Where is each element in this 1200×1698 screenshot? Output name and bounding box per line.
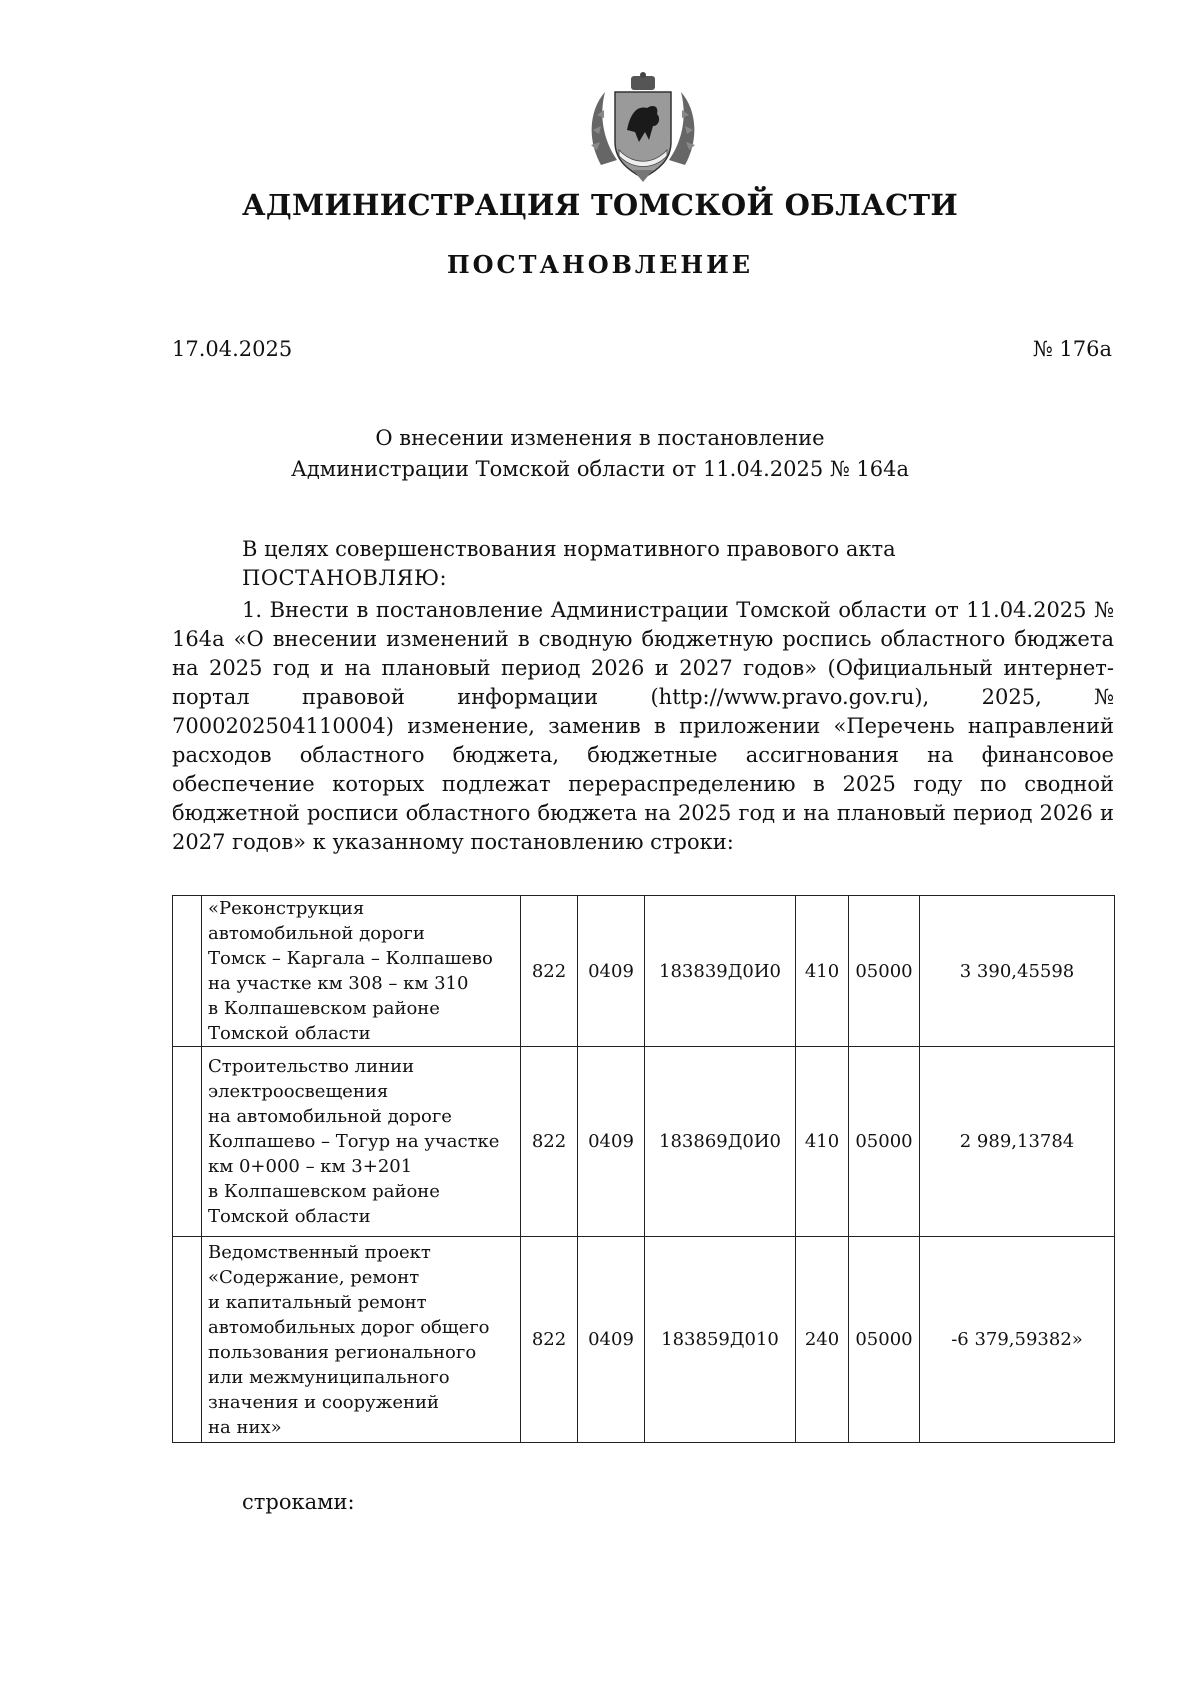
row-name-line: Томской области xyxy=(208,1023,371,1044)
row-name-line: Томской области xyxy=(208,1206,371,1227)
additional-code: 05000 xyxy=(849,896,920,1047)
closing-word: строками: xyxy=(242,1490,355,1514)
budget-rows-table xyxy=(172,895,1115,1443)
target-code: 183859Д010 xyxy=(645,1237,796,1443)
paragraph-1: 1. Внести в постановление Администрации Томской области от 11.04.2025 № 164а «О внесении изменений в сводную бюджетную роспись областного бюджета на 2025 год и на плановый период 2026 и 2027 годов» (Официальный интернет-портал правовой информации (http://www.pravo.gov.ru), 2025, № 7000202504110004) изменение, заменив в приложении «Перечень направлений расходов областного бюджета, бюджетные ассигнования на финансовое обеспечение которых подлежат перераспределению в 2025 году по сводной бюджетной росписи областного бюджета на 2025 год и на плановый период 2026 и 2027 годов» к указанному постановлению строки: xyxy=(172,598,1114,854)
row-name-line: в Колпашевском районе xyxy=(208,1181,440,1202)
row-name-line: в Колпашевском районе xyxy=(208,998,440,1019)
row-name-line: Колпашево – Тогур на участке xyxy=(208,1131,500,1152)
amount: -6 379,59382» xyxy=(920,1237,1115,1443)
expense-type-code: 410 xyxy=(796,896,849,1047)
section-code: 0409 xyxy=(578,1237,645,1443)
table-cell xyxy=(173,1047,202,1237)
row-name-line: автомобильных дорог общего xyxy=(208,1316,490,1338)
amount: 3 390,45598 xyxy=(920,896,1115,1047)
target-code: 183839Д0И0 xyxy=(645,896,796,1047)
document-subject xyxy=(0,423,1200,485)
table-cell xyxy=(173,1237,202,1443)
ministry-code: 822 xyxy=(521,896,578,1047)
intro-paragraph: В целях совершенствования нормативного правового акта xyxy=(242,537,896,561)
row-name-line: Томск – Каргала – Колпашево xyxy=(208,948,493,969)
row-name xyxy=(202,896,521,1047)
row-name-line: Ведомственный проект xyxy=(208,1241,431,1263)
section-code: 0409 xyxy=(578,896,645,1047)
row-name-line: и капитальный ремонт xyxy=(208,1291,427,1313)
additional-code: 05000 xyxy=(849,1237,920,1443)
document-number: № 176а xyxy=(1032,337,1112,361)
row-name-line: на них» xyxy=(208,1416,282,1438)
organization-title: АДМИНИСТРАЦИЯ ТОМСКОЙ ОБЛАСТИ xyxy=(241,188,959,222)
section-code: 0409 xyxy=(578,1047,645,1237)
row-name-line: автомобильной дороги xyxy=(208,923,425,944)
row-name xyxy=(202,1047,521,1237)
subject-line: О внесении изменения в постановление xyxy=(375,426,825,450)
amount: 2 989,13784 xyxy=(920,1047,1115,1237)
row-name-line: «Реконструкция xyxy=(208,898,365,919)
row-name-line: на автомобильной дороге xyxy=(208,1106,452,1127)
row-name-line: или межмуниципального xyxy=(208,1366,450,1388)
row-name xyxy=(202,1237,521,1443)
target-code: 183869Д0И0 xyxy=(645,1047,796,1237)
row-name-line: пользования регионального xyxy=(208,1341,477,1363)
expense-type-code: 240 xyxy=(796,1237,849,1443)
table-row xyxy=(173,896,1115,1047)
decree-word: ПОСТАНОВЛЯЮ: xyxy=(242,566,448,590)
expense-type-code: 410 xyxy=(796,1047,849,1237)
coat-of-arms-icon xyxy=(583,70,703,185)
row-name-line: значения и сооружений xyxy=(208,1391,439,1413)
row-name-line: «Содержание, ремонт xyxy=(208,1266,420,1288)
table-row xyxy=(173,1237,1115,1443)
document-type: ПОСТАНОВЛЕНИЕ xyxy=(446,250,754,279)
row-name-line: Строительство линии xyxy=(208,1056,415,1077)
additional-code: 05000 xyxy=(849,1047,920,1237)
document-date: 17.04.2025 xyxy=(172,337,293,361)
subject-line: Администрации Томской области от 11.04.2025 № 164а xyxy=(290,457,910,481)
ministry-code: 822 xyxy=(521,1047,578,1237)
row-name-line: электроосвещения xyxy=(208,1081,389,1102)
table-cell xyxy=(173,896,202,1047)
row-name-line: на участке км 308 – км 310 xyxy=(208,973,469,994)
ministry-code: 822 xyxy=(521,1237,578,1443)
table-row xyxy=(173,1047,1115,1237)
row-name-line: км 0+000 – км 3+201 xyxy=(208,1156,413,1177)
